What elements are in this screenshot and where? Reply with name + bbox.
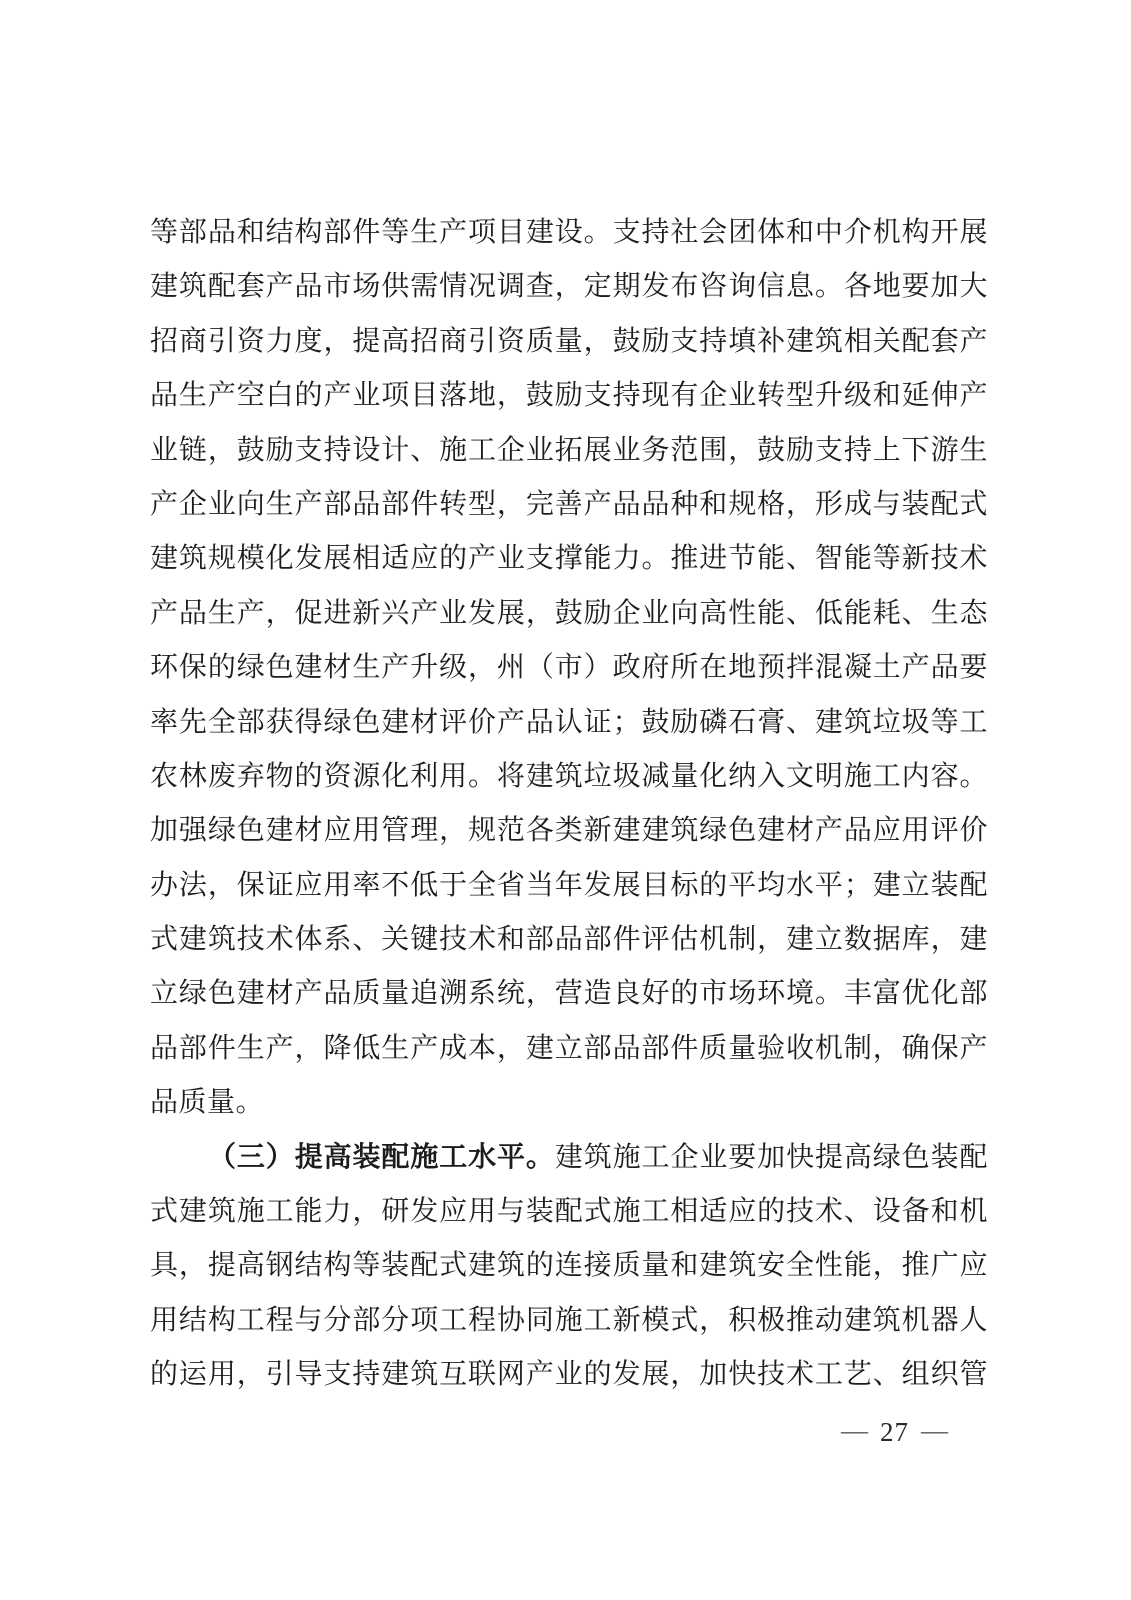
- page-number-value: 27: [880, 1417, 909, 1447]
- paragraph1-line: 业链，鼓励支持设计、施工企业拓展业务范围，鼓励支持上下游生: [150, 434, 988, 466]
- paragraph1-line: 率先全部获得绿色建材评价产品认证；鼓励磷石膏、建筑垃圾等工: [150, 706, 988, 738]
- body-text: [150, 206, 988, 1403]
- paragraph1-line: 环保的绿色建材生产升级，州（市）政府所在地预拌混凝土产品要: [150, 652, 988, 684]
- page-number-left-dash: —: [841, 1415, 868, 1445]
- page-number-right-dash: —: [921, 1415, 948, 1445]
- paragraph1-line: 产企业向生产部品部件转型，完善产品品种和规格，形成与装配式: [150, 488, 988, 520]
- paragraph1-line: 建筑规模化发展相适应的产业支撑能力。推进节能、智能等新技术: [150, 543, 988, 575]
- paragraph1-last-line: 品质量。: [150, 1087, 265, 1119]
- paragraph1-line: 产品生产，促进新兴产业发展，鼓励企业向高性能、低能耗、生态: [150, 597, 988, 629]
- paragraph1-line: 办法，保证应用率不低于全省当年发展目标的平均水平；建立装配: [150, 869, 988, 901]
- paragraph2-line: 式建筑施工能力，研发应用与装配式施工相适应的技术、设备和机: [150, 1196, 988, 1228]
- paragraph1-line: 加强绿色建材应用管理，规范各类新建建筑绿色建材产品应用评价: [150, 815, 988, 847]
- paragraph2-line: 具，提高钢结构等装配式建筑的连接质量和建筑安全性能，推广应: [150, 1250, 988, 1282]
- paragraph2-line: 用结构工程与分部分项工程协同施工新模式，积极推动建筑机器人: [150, 1304, 988, 1336]
- paragraph1-line: 品部件生产，降低生产成本，建立部品部件质量验收机制，确保产: [150, 1032, 988, 1064]
- paragraph1-line: 式建筑技术体系、关键技术和部品部件评估机制，建立数据库，建: [150, 924, 988, 956]
- page-number: [829, 1415, 960, 1449]
- paragraph1-line: 建筑配套产品市场供需情况调查，定期发布咨询信息。各地要加大: [150, 271, 988, 303]
- paragraph1-line: 招商引资力度，提高招商引资质量，鼓励支持填补建筑相关配套产: [150, 325, 988, 357]
- paragraph2-first-line-text: 建筑施工企业要加快提高绿色装配: [554, 1141, 988, 1173]
- paragraph1-line: 品生产空白的产业项目落地，鼓励支持现有企业转型升级和延伸产: [150, 380, 988, 412]
- paragraph2-first-line: [150, 1131, 988, 1185]
- paragraph2-line: 的运用，引导支持建筑互联网产业的发展，加快技术工艺、组织管: [150, 1359, 988, 1391]
- paragraph1-line: 农林废弃物的资源化利用。将建筑垃圾减量化纳入文明施工内容。: [150, 760, 988, 792]
- paragraph1-line: 立绿色建材产品质量追溯系统，营造良好的市场环境。丰富优化部: [150, 978, 988, 1010]
- paragraph1-line: 等部品和结构部件等生产项目建设。支持社会团体和中介机构开展: [150, 217, 988, 248]
- section-heading: （三）提高装配施工水平。: [208, 1141, 555, 1173]
